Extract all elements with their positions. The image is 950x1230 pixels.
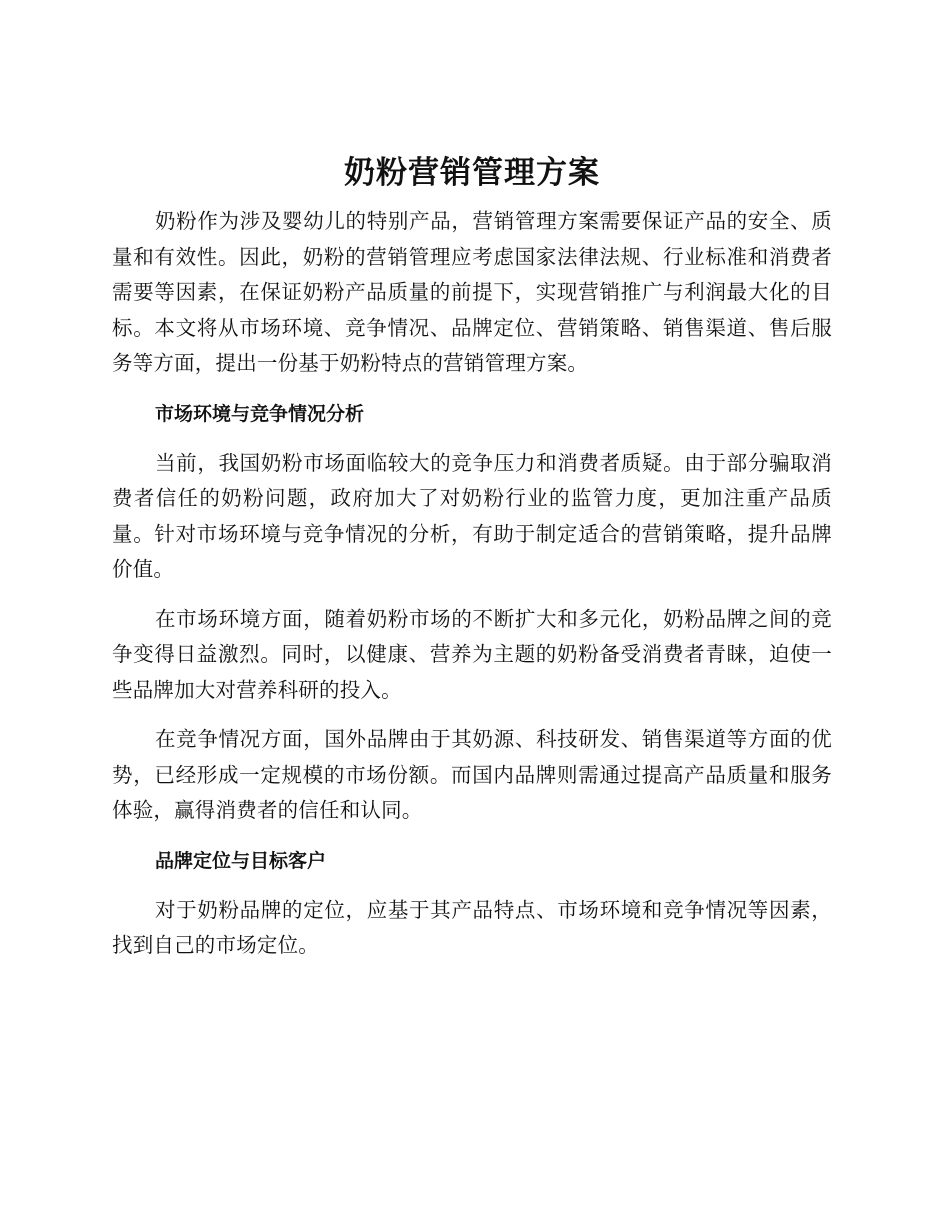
paragraph-market-overview: 当前，我国奶粉市场面临较大的竞争压力和消费者质疑。由于部分骗取消费者信任的奶粉问题，政府加大了对奶粉行业的监管力度，更加注重产品质量。针对市场环境与竞争情况的分析，有助于制定适合的营销策略，提升品牌价值。 [112, 450, 832, 581]
document-page [112, 150, 832, 964]
paragraph-competition: 在竞争情况方面，国外品牌由于其奶源、科技研发、销售渠道等方面的优势，已经形成一定规模的市场份额。而国内品牌则需通过提高产品质量和服务体验，赢得消费者的信任和认同。 [112, 727, 832, 822]
paragraph-brand-positioning: 对于奶粉品牌的定位，应基于其产品特点、市场环境和竞争情况等因素，找到自己的市场定位。 [112, 897, 832, 957]
paragraph-market-environment: 在市场环境方面，随着奶粉市场的不断扩大和多元化，奶粉品牌之间的竞争变得日益激烈。同时，以健康、营养为主题的奶粉备受消费者青睐，迫使一些品牌加大对营养科研的投入。 [112, 606, 832, 702]
section-heading-brand-positioning: 品牌定位与目标客户 [155, 849, 327, 872]
section-heading-market-analysis: 市场环境与竞争情况分析 [155, 402, 365, 425]
document-title: 奶粉营销管理方案 [344, 155, 600, 191]
intro-paragraph: 奶粉作为涉及婴幼儿的特别产品，营销管理方案需要保证产品的安全、质量和有效性。因此，奶粉的营销管理应考虑国家法律法规、行业标准和消费者需要等因素，在保证奶粉产品质量的前提下，实现营销推广与利润最大化的目标。本文将从市场环境、竞争情况、品牌定位、营销策略、销售渠道、售后服务等方面，提出一份基于奶粉特点的营销管理方案。 [112, 209, 832, 375]
